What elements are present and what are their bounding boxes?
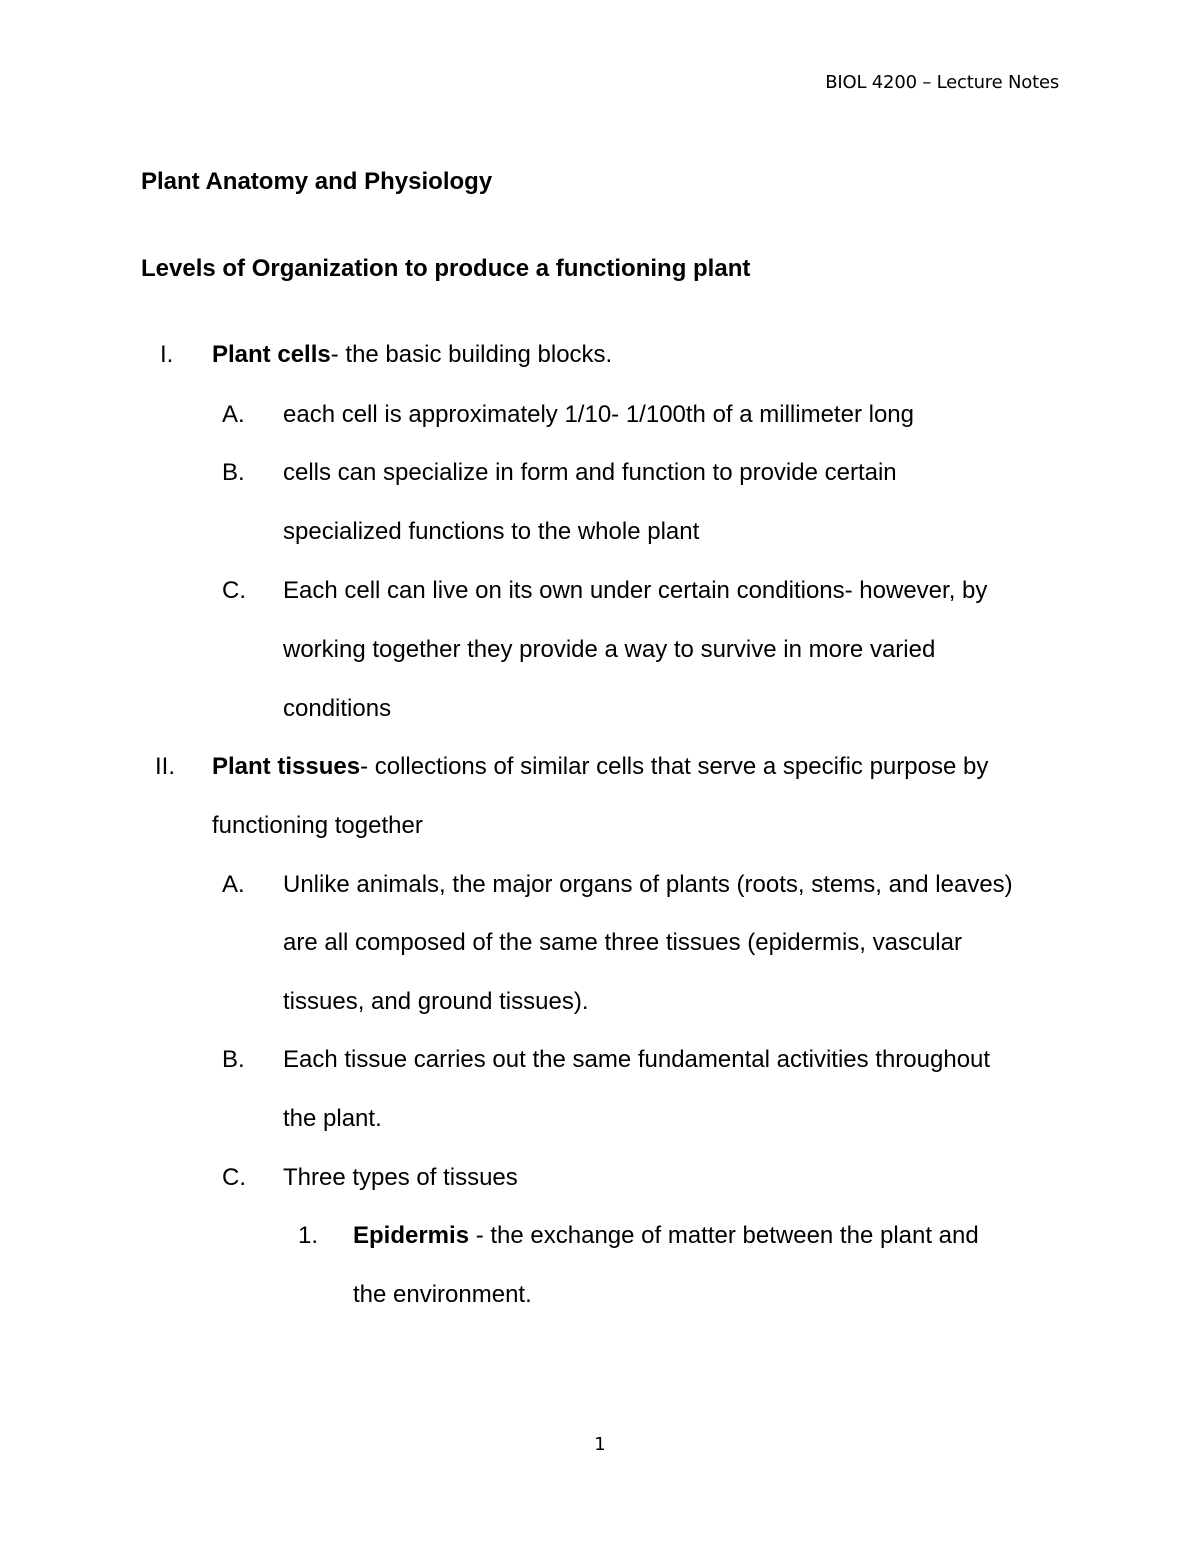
section-1-item-a-marker: A. [222,401,245,428]
section-1-item-b-marker: B. [222,459,245,486]
section-2-marker: II. [155,753,176,780]
document-subtitle: Levels of Organization to produce a functioning plant [141,255,751,282]
section-2-item-a-line-2: are all composed of the same three tissues (epidermis, vascular [283,929,962,956]
section-1-term: Plant cells [212,341,331,368]
section-2-item-b-line-2: the plant. [283,1105,382,1132]
section-2-item-a-line-3: tissues, and ground tissues). [283,988,589,1015]
section-2-desc-line-2: functioning together [212,812,423,839]
section-1-item-b-line-2: specialized functions to the whole plant [283,518,700,545]
section-2-item-b-line-1: Each tissue carries out the same fundamental activities throughout [283,1046,991,1073]
section-1-item-c-line-1: Each cell can live on its own under certain conditions- however, by [283,577,988,604]
section-1-item-c-line-2: working together they provide a way to survive in more varied [283,636,936,663]
section-1-marker: I. [160,341,174,368]
section-2-term: Plant tissues [212,753,361,780]
section-2-item-b-marker: B. [222,1046,245,1073]
running-header: BIOL 4200 – Lecture Notes [825,72,1059,93]
section-2-item-c-line-1: Three types of tissues [283,1164,518,1191]
section-2-item-c-marker: C. [222,1164,246,1191]
sub-item-1-marker: 1. [298,1222,319,1249]
section-2-desc: - collections of similar cells that serve a specific purpose by [360,753,989,780]
sub-item-1-desc: - the exchange of matter between the plant and [469,1222,979,1249]
section-1-heading [212,340,612,370]
section-2-item-a-line-1: Unlike animals, the major organs of plants (roots, stems, and leaves) [283,871,1013,898]
section-1-item-c-line-3: conditions [283,695,392,722]
page-number: 1 [594,1434,606,1455]
document-title: Plant Anatomy and Physiology [141,168,493,195]
section-1-desc: - the basic building blocks. [330,341,613,368]
sub-item-1-line-1 [353,1221,979,1251]
section-2-item-a-marker: A. [222,871,245,898]
section-1-item-c-marker: C. [222,577,246,604]
sub-item-1-line-2: the environment. [353,1281,532,1308]
section-2-heading [212,752,988,782]
section-1-item-a-line-1: each cell is approximately 1/10- 1/100th of a millimeter long [283,401,914,428]
sub-item-1-term: Epidermis [353,1222,470,1249]
section-1-item-b-line-1: cells can specialize in form and function to provide certain [283,459,897,486]
